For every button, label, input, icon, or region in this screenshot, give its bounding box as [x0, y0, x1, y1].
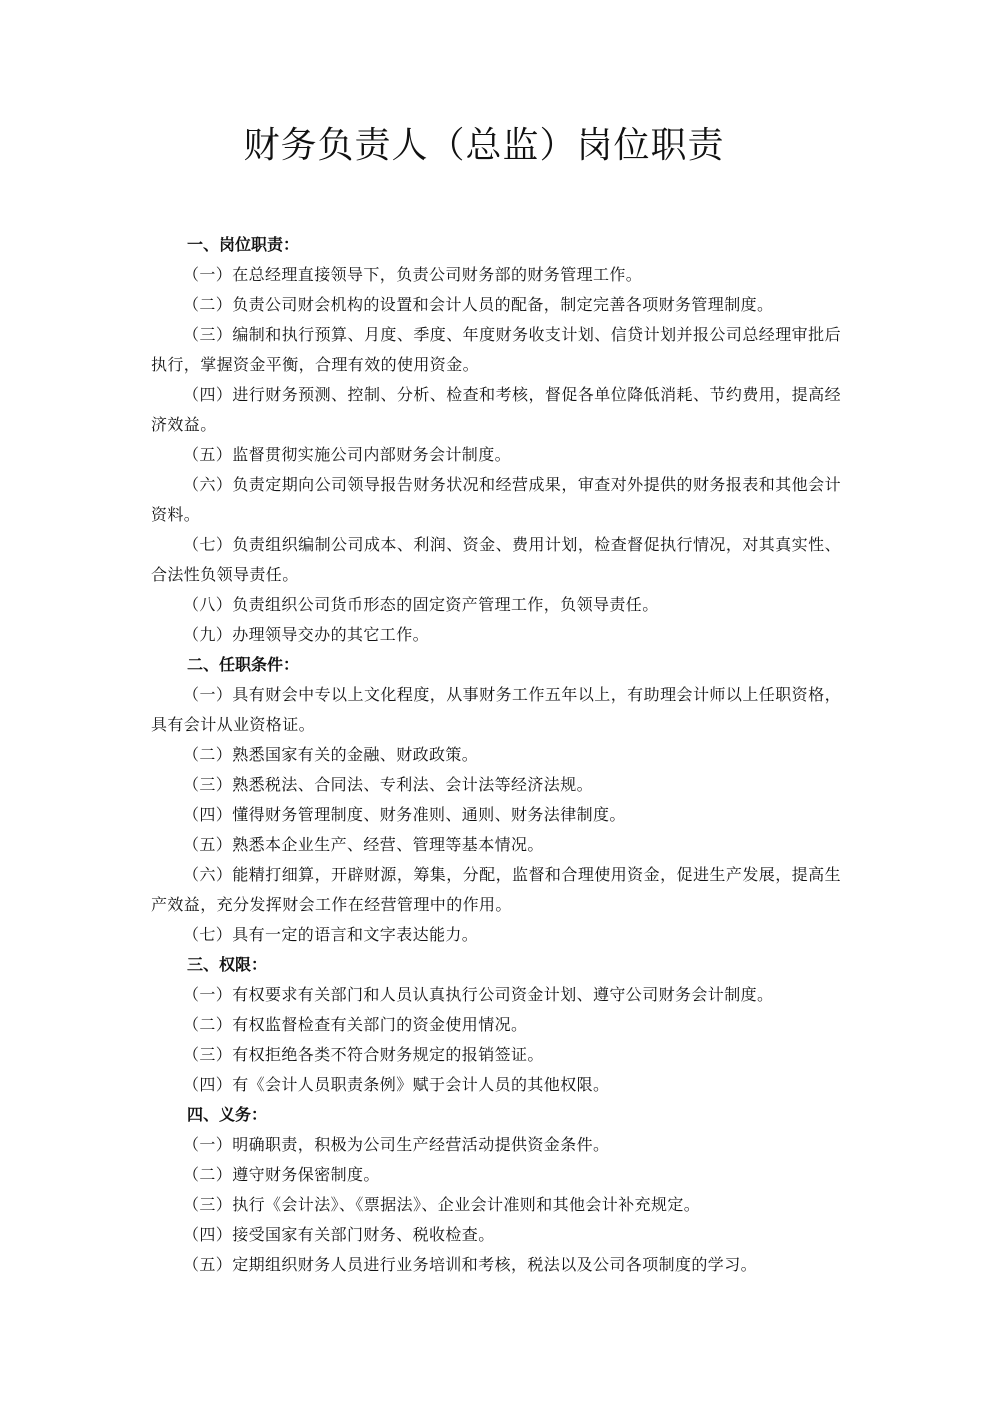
section-heading: 四、义务： [187, 1105, 268, 1124]
document-body [151, 230, 841, 1280]
list-item: （二）有权监督检查有关部门的资金使用情况。 [183, 1015, 528, 1034]
list-item: （四）进行财务预测、控制、分析、检查和考核，督促各单位降低消耗、节约费用，提高经济效益。 [151, 385, 841, 434]
list-item: （二）遵守财务保密制度。 [183, 1165, 380, 1184]
list-item: （五）熟悉本企业生产、经营、管理等基本情况。 [183, 835, 544, 854]
section-heading: 三、权限： [187, 955, 268, 974]
list-item: （一）明确职责，积极为公司生产经营活动提供资金条件。 [183, 1135, 610, 1154]
section-qualifications [151, 650, 841, 950]
list-item: （一）在总经理直接领导下，负责公司财务部的财务管理工作。 [183, 265, 643, 284]
list-item: （三）有权拒绝各类不符合财务规定的报销签证。 [183, 1045, 544, 1064]
list-item: （六）负责定期向公司领导报告财务状况和经营成果，审查对外提供的财务报表和其他会计资料。 [151, 475, 841, 524]
list-item: （四）懂得财务管理制度、财务准则、通则、财务法律制度。 [183, 805, 626, 824]
section-authority [151, 950, 841, 1100]
section-duties [151, 230, 841, 650]
list-item: （九）办理领导交办的其它工作。 [183, 625, 430, 644]
list-item: （一）有权要求有关部门和人员认真执行公司资金计划、遵守公司财务会计制度。 [183, 985, 774, 1004]
list-item: （七）具有一定的语言和文字表达能力。 [183, 925, 479, 944]
list-item: （一）具有财会中专以上文化程度，从事财务工作五年以上，有助理会计师以上任职资格，具有会计从业资格证。 [151, 685, 841, 734]
section-heading: 一、岗位职责： [187, 235, 300, 254]
list-item: （四）有《会计人员职责条例》赋于会计人员的其他权限。 [183, 1075, 610, 1094]
list-item: （二）熟悉国家有关的金融、财政政策。 [183, 745, 479, 764]
list-item: （三）熟悉税法、合同法、专利法、会计法等经济法规。 [183, 775, 594, 794]
list-item: （六）能精打细算，开辟财源，筹集，分配，监督和合理使用资金，促进生产发展，提高生产效益，充分发挥财会工作在经营管理中的作用。 [151, 865, 841, 914]
list-item: （二）负责公司财会机构的设置和会计人员的配备，制定完善各项财务管理制度。 [183, 295, 774, 314]
section-heading: 二、任职条件： [187, 655, 300, 674]
list-item: （三）执行《会计法》、《票据法》、企业会计准则和其他会计补充规定。 [183, 1195, 701, 1214]
list-item: （四）接受国家有关部门财务、税收检查。 [183, 1225, 495, 1244]
document-title: 财务负责人（总监）岗位职责 [243, 125, 725, 166]
section-obligations [151, 1100, 841, 1280]
list-item: （五）定期组织财务人员进行业务培训和考核，税法以及公司各项制度的学习。 [183, 1255, 758, 1274]
list-item: （七）负责组织编制公司成本、利润、资金、费用计划，检查督促执行情况，对其真实性、合法性负领导责任。 [151, 535, 841, 584]
list-item: （三）编制和执行预算、月度、季度、年度财务收支计划、信贷计划并报公司总经理审批后执行，掌握资金平衡，合理有效的使用资金。 [151, 325, 841, 374]
list-item: （五）监督贯彻实施公司内部财务会计制度。 [183, 445, 512, 464]
list-item: （八）负责组织公司货币形态的固定资产管理工作，负领导责任。 [183, 595, 659, 614]
